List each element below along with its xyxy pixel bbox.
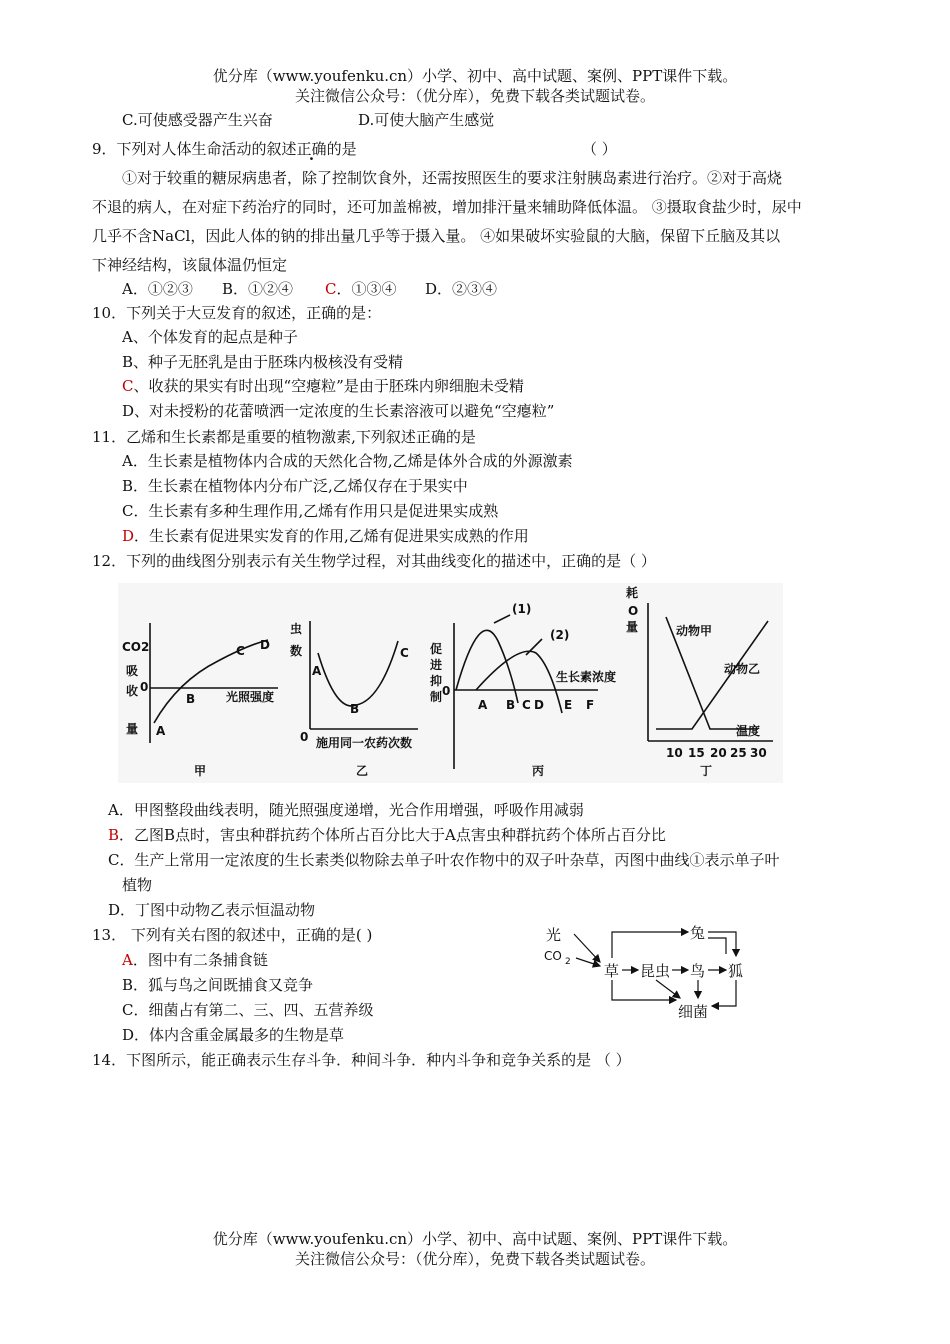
ding-ylabel-3: 量 — [626, 620, 639, 634]
q9-paragraph-3: 几乎不含NaCl，因此人体的钠的排出量几乎等于摄入量。 ④如果破坏实验鼠的大脑，保留下丘脑及其以 — [92, 227, 781, 245]
bing-point-f: F — [586, 698, 595, 712]
q13-option-c: C．细菌占有第二、三、四、五营养级 — [122, 1001, 374, 1019]
header-line-2: 关注微信公众号：（优分库），免费下载各类试题试卷。 — [294, 87, 655, 105]
bing-point-a: A — [478, 698, 488, 712]
q9-option-c — [325, 279, 397, 299]
q12-option-c-line-1: C．生产上常用一定浓度的生长素类似物除去单子叶农作物中的双子叶杂草，丙图中曲线①表示单子叶 — [108, 851, 780, 869]
web-bacteria: 细菌 — [678, 1003, 709, 1018]
q10-option-c — [122, 376, 524, 396]
jia-ylabel-2: 吸 — [126, 664, 139, 678]
bing-point-e: E — [564, 698, 573, 712]
q12-figure — [118, 583, 783, 783]
q11-option-d-text: ．生长素有促进果实发育的作用,乙烯有促进果实成熟的作用 — [134, 527, 529, 545]
bing-point-b: B — [506, 698, 516, 712]
q13-option-d: D．体内含重金属最多的生物是草 — [122, 1026, 345, 1044]
q9-option-c-text: ．①③④ — [336, 280, 397, 298]
bing-ylabel-1: 促 — [430, 642, 443, 656]
q12-option-a: A．甲图整段曲线表明，随光照强度递增，光合作用增强，呼吸作用减弱 — [108, 801, 584, 819]
bing-ylabel-4: 制 — [430, 690, 443, 704]
q9-option-a: A．①②③ — [122, 280, 193, 298]
bing-point-c: C — [522, 698, 531, 712]
q13-option-a — [122, 950, 268, 970]
q10-option-d: D、对未授粉的花蕾喷洒一定浓度的生长素溶液可以避免“空瘪粒” — [122, 402, 555, 420]
web-insect: 昆虫 — [640, 962, 671, 980]
q10-option-a: A、个体发育的起点是种子 — [122, 328, 298, 346]
ding-tick-10: 10 — [666, 746, 683, 760]
bing-caption: 丙 — [532, 764, 545, 778]
ding-tick-15: 15 — [688, 746, 705, 760]
bing-point-d: D — [534, 698, 544, 712]
web-grass: 草 — [604, 962, 620, 980]
q9-stem-a: 9．下列对人体生命活动的叙述 — [92, 140, 297, 158]
q13-option-b: B．狐与鸟之间既捕食又竞争 — [122, 976, 314, 994]
web-fox: 狐 — [728, 962, 744, 980]
jia-point-c: C — [236, 644, 245, 658]
q10-stem: 10．下列关于大豆发育的叙述，正确的是： — [92, 304, 382, 322]
q9-emphasis: 正确 — [296, 140, 327, 158]
q9-option-d: D．②③④ — [425, 280, 498, 298]
q9-option-b: B．①②④ — [222, 280, 294, 298]
yi-ylabel-2: 数 — [290, 644, 303, 658]
q8-option-c: C.可使感受器产生兴奋 — [122, 111, 273, 129]
q11-option-c: C．生长素有多种生理作用,乙烯有作用只是促进果实成熟 — [122, 502, 499, 520]
ding-animal-2: 动物乙 — [724, 662, 761, 676]
ding-tick-20: 20 — [710, 746, 727, 760]
q9-paragraph-2: 不退的病人，在对症下药治疗的同时，还可加盖棉被，增加排汗量来辅助降低体温。 ③摄取食盐少时，尿中 — [92, 198, 802, 216]
ding-xlabel: 温度 — [736, 724, 761, 738]
yi-point-a: A — [312, 664, 322, 678]
food-web-diagram — [540, 918, 780, 1018]
web-bird: 鸟 — [690, 962, 706, 980]
jia-point-b: B — [186, 692, 196, 706]
q10-answer-letter: C — [122, 377, 134, 395]
jia-ylabel-3: 收 — [126, 684, 139, 698]
yi-ylabel-1: 虫 — [290, 622, 303, 636]
q12-stem: 12．下列的曲线图分别表示有关生物学过程，对其曲线变化的描述中，正确的是（ ） — [92, 552, 656, 570]
bing-ylabel-3: 抑 — [430, 674, 443, 688]
q12-option-b — [108, 825, 666, 845]
q9-stem — [92, 139, 357, 159]
q11-option-b: B．生长素在植物体内分布广泛,乙烯仅存在于果实中 — [122, 477, 468, 495]
q13-option-a-text: ．图中有二条捕食链 — [132, 951, 268, 969]
q9-answer-letter: C — [325, 280, 337, 298]
ding-animal-1: 动物甲 — [676, 624, 713, 638]
jia-caption: 甲 — [194, 764, 207, 778]
ding-caption: 丁 — [700, 764, 713, 778]
ding-ylabel-1: 耗 — [626, 586, 639, 600]
web-co2: CO — [544, 949, 562, 963]
bing-xlabel: 生长素浓度 — [556, 670, 617, 684]
yi-caption: 乙 — [356, 764, 369, 778]
q11-answer-letter: D — [122, 527, 135, 545]
bing-ylabel-2: 进 — [430, 658, 443, 672]
jia-ylabel-4: 量 — [126, 722, 139, 736]
q9-paragraph-1: ①对于较重的糖尿病患者，除了控制饮食外，还需按照医生的要求注射胰岛素进行治疗。②对于高烧 — [122, 169, 783, 187]
jia-ylabel-1: CO2 — [122, 640, 150, 654]
yi-zero: 0 — [300, 730, 309, 744]
q13-stem: 13． 下列有关右图的叙述中，正确的是( ) — [92, 926, 373, 944]
bing-curve-2-label: (2) — [550, 628, 570, 642]
q11-option-d — [122, 526, 529, 546]
ding-ylabel-2: O — [628, 604, 639, 618]
jia-point-d: D — [260, 638, 270, 652]
q8-option-d: D.可使大脑产生感觉 — [358, 111, 495, 129]
q9-paragraph-4: 下神经结构，该鼠体温仍恒定 — [92, 256, 288, 274]
q10-option-c-text: 、收获的果实有时出现“空瘪粒”是由于胚珠内卵细胞未受精 — [133, 377, 524, 395]
q9-answer-paren: （ ） — [582, 140, 617, 158]
q11-stem: 11．乙烯和生长素都是重要的植物激素,下列叙述正确的是 — [92, 428, 476, 446]
ding-tick-25: 25 — [730, 746, 747, 760]
yi-xlabel: 施用同一农药次数 — [316, 736, 413, 750]
ding-tick-30: 30 — [750, 746, 767, 760]
header-line-1: 优分库（www.youfenku.cn）小学、初中、高中试题、案例、PPT课件下载。 — [212, 67, 738, 85]
q9-stem-c: 的是 — [326, 140, 357, 158]
bing-zero: 0 — [442, 684, 451, 698]
bing-curve-1-label: (1) — [512, 602, 532, 616]
yi-point-b: B — [350, 702, 360, 716]
q12-option-b-text: ．乙图B点时，害虫种群抗药个体所占百分比大于A点害虫种群抗药个体所占百分比 — [119, 826, 666, 844]
q13-answer-letter: A — [122, 951, 133, 969]
q12-option-d: D．丁图中动物乙表示恒温动物 — [108, 901, 316, 919]
jia-point-a: A — [156, 724, 166, 738]
q10-option-b: B、种子无胚乳是由于胚珠内极核没有受精 — [122, 353, 404, 371]
footer-line-2: 关注微信公众号：（优分库），免费下载各类试题试卷。 — [294, 1250, 655, 1268]
q12-option-c-line-2: 植物 — [122, 876, 153, 894]
q11-option-a: A．生长素是植物体内合成的天然化合物,乙烯是体外合成的外源激素 — [122, 452, 573, 470]
web-co2-sub: 2 — [565, 957, 571, 967]
q12-answer-letter: B — [108, 826, 120, 844]
q14-stem: 14．下图所示，能正确表示生存斗争．种间斗争．种内斗争和竞争关系的是 （ ） — [92, 1051, 631, 1069]
footer-line-1: 优分库（www.youfenku.cn）小学、初中、高中试题、案例、PPT课件下载。 — [212, 1230, 738, 1248]
jia-xlabel: 光照强度 — [226, 690, 275, 704]
web-light: 光 — [546, 926, 562, 944]
web-rabbit: 兔 — [690, 924, 706, 942]
yi-point-c: C — [400, 646, 409, 660]
jia-zero: 0 — [140, 680, 149, 694]
